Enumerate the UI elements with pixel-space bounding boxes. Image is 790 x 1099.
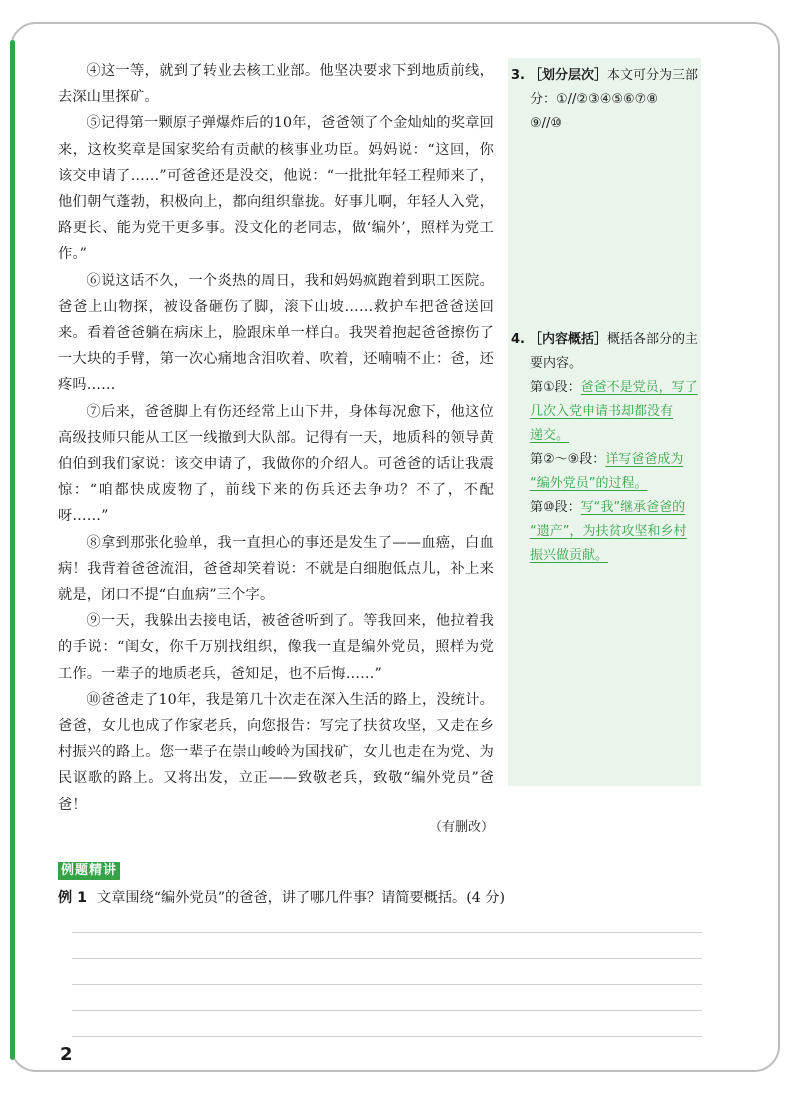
- note-tag: ［划分层次］: [528, 68, 607, 83]
- section-tag: 例题精讲: [58, 862, 120, 880]
- note-text: 要内容。: [530, 356, 583, 371]
- note-tag: ［内容概括］: [528, 332, 607, 347]
- summary-part-1: [511, 376, 701, 400]
- answer-line[interactable]: [72, 984, 702, 985]
- note-number: 4.: [511, 332, 525, 347]
- annotation-sidebar: [508, 58, 701, 786]
- note-text: 分：①//②③④⑤⑥⑦⑧: [530, 92, 658, 107]
- note-text: ⑨//⑩: [530, 116, 563, 131]
- answer-line[interactable]: [72, 932, 702, 933]
- note-structure: [511, 64, 701, 136]
- paragraph-10: ⑩爸爸走了10年，我是第几十次走在深入生活的路上，没统计。爸爸，女儿也成了作家老兵，向您报告：写完了扶贫攻坚，又走在乡村振兴的路上。您一辈子在崇山峻岭为国找矿，女儿也走在为党、为民讴歌的路上。又将出发，立正——致敬老兵，致敬“编外党员”爸爸！: [58, 691, 494, 813]
- answer-line[interactable]: [72, 958, 702, 959]
- part-label: 第①段：: [530, 380, 581, 395]
- part-answer: “遗产”，为扶贫攻坚和乡村: [530, 524, 687, 539]
- article-credit: （有删改）: [428, 820, 494, 835]
- note-text: 概括各部分的主: [607, 332, 699, 347]
- part-answer: 几次入党申请书却都没有: [530, 404, 674, 419]
- part-answer: 写“我”继承爸爸的: [580, 500, 686, 515]
- answer-line[interactable]: [72, 1010, 702, 1011]
- part-answer: “编外党员”的过程。: [530, 476, 648, 491]
- summary-part-2: [511, 448, 701, 472]
- note-summary: [511, 328, 701, 568]
- part-label: 第②～⑨段：: [530, 452, 606, 467]
- answer-line[interactable]: [72, 1036, 702, 1037]
- paragraph-4: ④这一等，就到了转业去核工业部。他坚决要求下到地质前线，去深山里探矿。: [58, 63, 494, 106]
- part-label: 第⑩段：: [530, 500, 581, 515]
- paragraph-6: ⑥说这话不久，一个炎热的周日，我和妈妈疯跑着到职工医院。爸爸上山物探，被设备砸伤了脚，滚下山坡……救护车把爸爸送回来。看着爸爸躺在病床上，脸跟床单一样白。我哭着抱起爸爸擦伤了一大块的手臂，第一次心痛地含泪吹着、吹着，还喃喃不止：爸，还疼吗……: [58, 272, 494, 394]
- summary-part-3: [511, 496, 701, 520]
- question-text: 文章围绕“编外党员”的爸爸，讲了哪几件事？请简要概括。(4 分): [97, 890, 505, 906]
- paragraph-7: ⑦后来，爸爸脚上有伤还经常上山下井，身体每况愈下，他这位高级技师只能从工区一线撤到大队部。记得有一天，地质科的领导黄伯伯到我们家说：该交申请了，我做你的介绍人。可爸爸的话让我震惊：“咱都快成废物了，前线下来的伤兵还去争功？不了，不配呀……”: [58, 403, 494, 525]
- article-body: [58, 58, 494, 818]
- page-number: 2: [60, 1044, 73, 1065]
- part-answer: 爸爸不是党员，写了: [580, 380, 698, 395]
- note-text: 本文可分为三部: [607, 68, 699, 83]
- question-1: [58, 886, 698, 910]
- paragraph-9: ⑨一天，我躲出去接电话，被爸爸听到了。等我回来，他拉着我的手说：“闺女，你千万别找组织，像我一直是编外党员，照样为党工作。一辈子的地质老兵，爸知足，也不后悔……”: [58, 613, 494, 682]
- question-label: 例 1: [58, 890, 87, 906]
- note-number: 3.: [511, 68, 525, 83]
- part-answer: 递交。: [530, 428, 570, 443]
- part-answer: 详写爸爸成为: [605, 452, 684, 467]
- part-answer: 振兴做贡献。: [530, 548, 609, 563]
- paragraph-8: ⑧拿到那张化验单，我一直担心的事还是发生了——血癌，白血病！我背着爸爸流泪，爸爸却笑着说：不就是白细胞低点儿，补上来就是，闭口不提“白血病”三个字。: [58, 534, 494, 604]
- page-edge-stripe: [10, 40, 15, 1060]
- paragraph-5: ⑤记得第一颗原子弹爆炸后的10年，爸爸领了个金灿灿的奖章回来，这枚奖章是国家奖给有贡献的核事业功臣。妈妈说：“这回，你该交申请了……”可爸爸还是没交，他说：“一批批年轻工程师来了，他们朝气蓬勃，积极向上，都向组织靠拢。好事儿啊，年轻人入党，路更长、能为党干更多事。没文化的老同志，做‘编外’，照样为党工作。”: [58, 115, 494, 263]
